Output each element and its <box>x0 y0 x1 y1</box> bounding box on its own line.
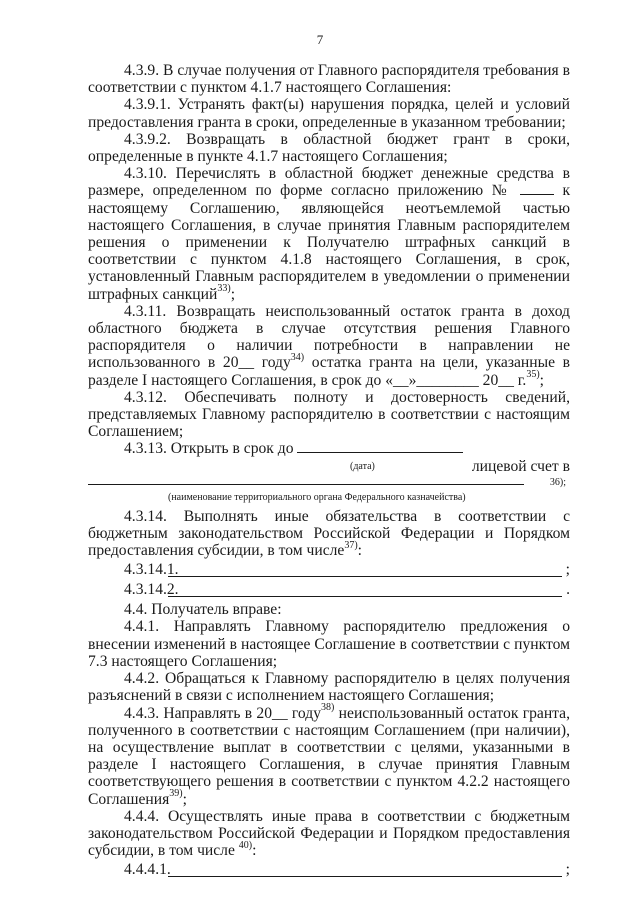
clause-4-3-13-start: 4.3.13. Открыть в срок до <box>124 440 294 458</box>
clause-4-3-11-rest: остатка гранта на цели, указанные в разделе I настоящего Соглашения, в срок до «__»________ 20__ г. <box>88 354 570 389</box>
org-caption-row <box>88 492 570 508</box>
footnote-ref-35: 35) <box>526 369 540 381</box>
org-caption: (наименование территориального органа Федерального казначейства) <box>168 491 466 503</box>
page-number: 7 <box>316 32 324 47</box>
org-name-line <box>88 484 524 485</box>
clause-4-3-10: 4.3.10. Перечислять в областной бюджет денежные средства в размере, определенном по форме согласно приложению № к настоящему Соглашению, являющейся неотъемлемой частью настоящего Соглашения, в случае принятия Главным распорядителем решения о применении к Получателю штрафных санкций в соответствии с пунктом 4.1.8 настоящего Соглашения, в срок, установленный Главным распорядителем в уведомлении о применении штрафных санкций$^{33)}$; <box>88 165 571 303</box>
appendix-number-blank <box>520 182 554 195</box>
fill-line-4-3-14-2: 4.3.14.2. . <box>124 581 570 599</box>
date-caption-row <box>88 458 570 474</box>
clause-4-3-11-start: 4.3.11. Возвращать неиспользованный остаток гранта в доход областного бюджета в случае отсутствия решения Главного распорядителя о наличии потребности в направлении не использованного в 20__ году <box>88 302 570 372</box>
blank-line <box>168 576 562 577</box>
clause-4-3-13-end: лицевой счет в <box>471 457 570 475</box>
fill-line-4-4-4-1: 4.4.4.1. ; <box>124 861 570 879</box>
footnote-ref-33: 33) <box>217 283 231 295</box>
clause-4-3-9-1: 4.3.9.1. Устранять факт(ы) нарушения порядка, целей и условий предоставления гранта в сроки, определенные в указанном требовании; <box>88 96 570 131</box>
footnote-ref-37: 37) <box>344 539 358 551</box>
date-caption: (дата) <box>350 460 375 472</box>
footnote-ref-38: 38) <box>321 702 335 714</box>
footnote-ref-39: 39) <box>169 788 183 800</box>
clause-4-3-11: 4.3.11. Возвращать неиспользованный остаток гранта в доход областного бюджета в случае отсутствия решения Главного распорядителя о наличии потребности в направлении не использованного в 20__ году$^{34)}$ остатка гранта на цели, указанные в разделе I настоящего Соглашения, в срок до «__»________ 20__ г.$^{35)}$; <box>88 302 570 389</box>
footnote-ref-36: 36); <box>549 476 566 488</box>
clause-4-3-10-start: 4.3.10. Перечислять в областной бюджет денежные средства в размере, определенном по форме согласно приложению № <box>88 165 570 200</box>
clause-4-4-3: 4.4.3. Направлять в 20__ году$^{38)}$ неиспользованный остаток гранта, полученного в соответствии с настоящим Соглашением (при наличии), на осуществление выплат в соответствии с целями, указанными в разделе I настоящего Соглашения, в случае принятия Главным соответствующего решения в соответствии с пунктом 4.2.2 настоящего Соглашения$^{39)}$; <box>88 702 570 808</box>
document-body <box>88 62 570 881</box>
clause-4-4-4: 4.4.4. Осуществлять иные права в соответствии с бюджетным законодательством Российской Федерации и Порядком предоставления субсидии, в том числе $^{40)}$: <box>88 807 570 860</box>
footnote-ref-40: 40) <box>238 839 253 851</box>
fill-line-4-3-14-1: 4.3.14.1. ; <box>124 561 570 579</box>
footnote-ref-34: 34) <box>290 352 305 364</box>
date-blank <box>297 440 463 453</box>
clause-4-3-12: 4.3.12. Обеспечивать полноту и достоверность сведений, представляемых Главному распорядителю в соответствии с настоящим Соглашением; <box>88 388 570 441</box>
clause-4-4: 4.4. Получатель вправе: <box>124 601 282 619</box>
clause-4-3-10-rest: к настоящему Соглашению, являющейся неотъемлемой частью настоящего Соглашения, в случае принятия Главным распорядителем решения о применении к Получателю штрафных санкций в соответствии с пунктом 4.1.8 настоящего Соглашения, в срок, установленный Главным распорядителем в уведомлении о применении штрафных санкций <box>88 182 571 303</box>
clause-4-4-2: 4.4.2. Обращаться к Главному распорядителю в целях получения разъяснений в связи с исполнением настоящего Соглашения; <box>88 670 570 705</box>
blank-line <box>168 876 562 877</box>
clause-4-3-9-2: 4.3.9.2. Возвращать в областной бюджет грант в сроки, определенные в пункте 4.1.7 настоящего Соглашения; <box>88 130 570 166</box>
clause-4-4-1: 4.4.1. Направлять Главному распорядителю предложения о внесении изменений в настоящее Соглашение в соответствии с пунктом 7.3 настоящего Соглашения; <box>88 618 570 670</box>
clause-4-3-9: 4.3.9. В случае получения от Главного распорядителя требования в соответствии с пунктом 4.1.7 настоящего Соглашения: <box>88 62 570 97</box>
clause-4-3-14: 4.3.14. Выполнять иные обязательства в соответствии с бюджетным законодательством Российской Федерации и Порядком предоставления субсидии, в том числе$^{37)}$: <box>88 507 570 560</box>
blank-line <box>168 596 562 597</box>
